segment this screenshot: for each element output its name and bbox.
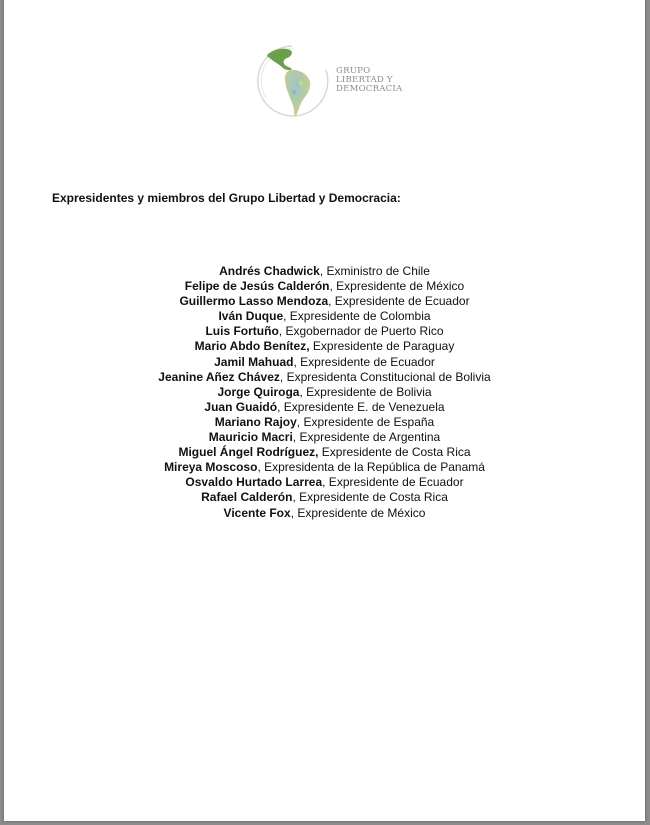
list-item: [4, 445, 645, 460]
member-title: , Expresidente de México: [329, 279, 465, 294]
member-name: Iván Duque: [218, 309, 284, 324]
list-item: [4, 279, 645, 294]
member-name: Guillermo Lasso Mendoza: [179, 294, 329, 309]
member-title: , Expresidente de Costa Rica: [292, 490, 448, 505]
member-title: , Expresidente de España: [296, 414, 435, 429]
list-item: [4, 339, 645, 354]
members-list: [4, 264, 645, 521]
list-item: [4, 355, 645, 370]
member-title: , Expresidenta de la República de Panamá: [257, 460, 485, 475]
member-title: , Expresidente de Ecuador: [322, 475, 464, 490]
member-title: , Exgobernador de Puerto Rico: [278, 324, 444, 339]
member-name: Miguel Ángel Rodríguez,: [178, 445, 319, 460]
member-title: Expresidente de Paraguay: [309, 339, 455, 354]
member-name: Mariano Rajoy: [214, 414, 297, 429]
list-item: [4, 475, 645, 490]
list-item: [4, 370, 645, 385]
document-page: [4, 0, 645, 821]
member-title: , Expresidente de Ecuador: [293, 354, 435, 369]
member-title: , Expresidente E. de Venezuela: [277, 399, 445, 414]
list-item: [4, 400, 645, 415]
member-title: , Exministro de Chile: [319, 264, 430, 278]
member-name: Felipe de Jesús Calderón: [184, 279, 330, 294]
list-item: [4, 460, 645, 475]
member-name: Mireya Moscoso: [164, 460, 258, 475]
list-item: [4, 309, 645, 324]
list-item: [4, 264, 645, 279]
member-name: Rafael Calderón: [201, 490, 293, 505]
member-name: Juan Guaidó: [204, 399, 278, 414]
list-item: [4, 415, 645, 430]
list-item: [4, 294, 645, 309]
member-title: , Expresidente de Argentina: [292, 430, 441, 445]
list-item: [4, 490, 645, 505]
logo-line-3: DEMOCRACIA: [336, 84, 403, 95]
member-title: , Expresidente de Bolivia: [299, 384, 432, 399]
member-title: , Expresidenta Constitucional de Bolivia: [279, 369, 491, 384]
logo-line-1: GRUPO: [336, 66, 371, 76]
member-title: , Expresidente de México: [290, 505, 426, 520]
member-name: Mario Abdo Benítez,: [194, 339, 310, 354]
americas-map-icon: [254, 40, 336, 122]
member-name: Mauricio Macri: [208, 430, 293, 445]
member-title: , Expresidente de Colombia: [283, 309, 431, 324]
member-name: Luis Fortuño: [205, 324, 279, 339]
page-heading: Expresidentes y miembros del Grupo Libertad y Democracia:: [52, 191, 401, 205]
list-item: [4, 385, 645, 400]
member-title: , Expresidente de Ecuador: [328, 294, 470, 309]
member-name: Andrés Chadwick: [219, 264, 320, 278]
member-name: Osvaldo Hurtado Larrea: [185, 475, 323, 490]
logo-wordmark: [336, 67, 402, 95]
logo: [254, 40, 424, 122]
member-title: Expresidente de Costa Rica: [318, 445, 471, 460]
member-name: Jorge Quiroga: [217, 384, 300, 399]
member-name: Jeanine Añez Chávez: [158, 369, 280, 384]
list-item: [4, 430, 645, 445]
list-item: [4, 324, 645, 339]
list-item: [4, 506, 645, 521]
member-name: Jamil Mahuad: [214, 354, 294, 369]
logo-line-2: LIBERTAD Y: [336, 75, 393, 86]
member-name: Vicente Fox: [223, 505, 291, 520]
